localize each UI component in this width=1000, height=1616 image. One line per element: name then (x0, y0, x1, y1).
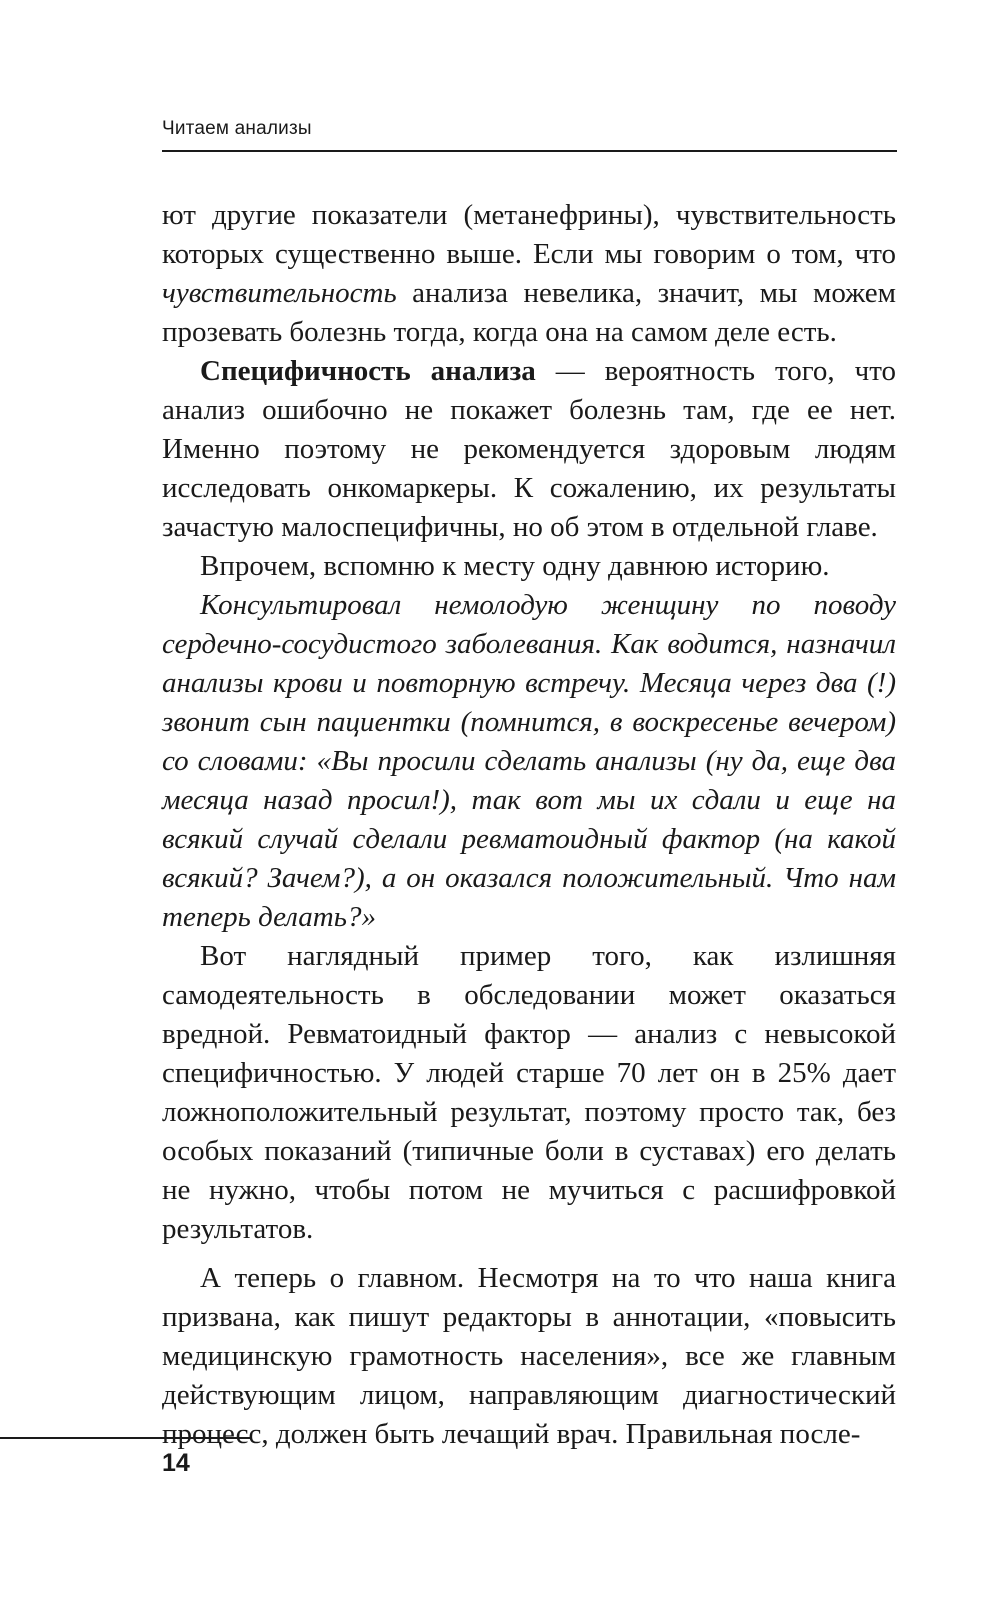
paragraph-1-italic-term: чувствительность (162, 277, 397, 309)
paragraph-2 (162, 352, 896, 547)
paragraph-1 (162, 196, 896, 352)
paragraph-6: А теперь о главном. Несмотря на то что наша книга призвана, как пишут редакторы в аннотации, «повысить медицинскую грамотность населения», все же главным действующим лицом, направляющим диагностический процесс, должен быть лечащий врач. Правильная после- (162, 1262, 896, 1450)
footer-rule (0, 1437, 251, 1439)
paragraph-5: Вот наглядный пример того, как излишняя самодеятельность в обследовании может оказаться вредной. Ревматоидный фактор — анализ с невысокой специфичностью. У людей старше 70 лет он в 25% дает ложноположительный результат, поэтому просто так, без особых показаний (типичные боли в суставах) его делать не нужно, чтобы потом не мучиться с расшифровкой результатов. (162, 940, 896, 1245)
paragraph-4-story: Консультировал немолодую женщину по поводу сердечно-сосудистого заболевания. Как водится, назначил анализы крови и повторную встречу. Месяца через два (!) звонит сын пациентки (помнится, в воскресенье вечером) со словами: «Вы просили сделать анализы (ну да, еще два месяца назад просил!), так вот мы их сдали и еще на всякий случай сделали ревматоидный фактор (на какой всякий? Зачем?), а он оказался положительный. Что нам теперь делать?» (162, 589, 896, 933)
header-rule (162, 150, 897, 152)
paragraph-1-text-b: анализа невелика, значит, мы можем прозевать болезнь тогда, когда она на самом деле есть. (162, 277, 896, 348)
page-body (162, 196, 896, 1454)
page-number: 14 (162, 1449, 190, 1477)
paragraph-2-text: — вероятность того, что анализ ошибочно не покажет болезнь там, где ее нет. Именно поэтому не рекомендуется здоровым людям исследовать онкомаркеры. К сожалению, их результаты зачастую малоспецифичны, но об этом в отдельной главе. (162, 355, 896, 543)
paragraph-3: Впрочем, вспомню к месту одну давнюю историю. (200, 550, 830, 582)
paragraph-2-bold-term: Специфичность анализа (200, 355, 536, 387)
paragraph-1-text-a: ют другие показатели (метанефрины), чувствительность которых существенно выше. Если мы говорим о том, что (162, 199, 896, 270)
running-head: Читаем анализы (162, 118, 312, 139)
